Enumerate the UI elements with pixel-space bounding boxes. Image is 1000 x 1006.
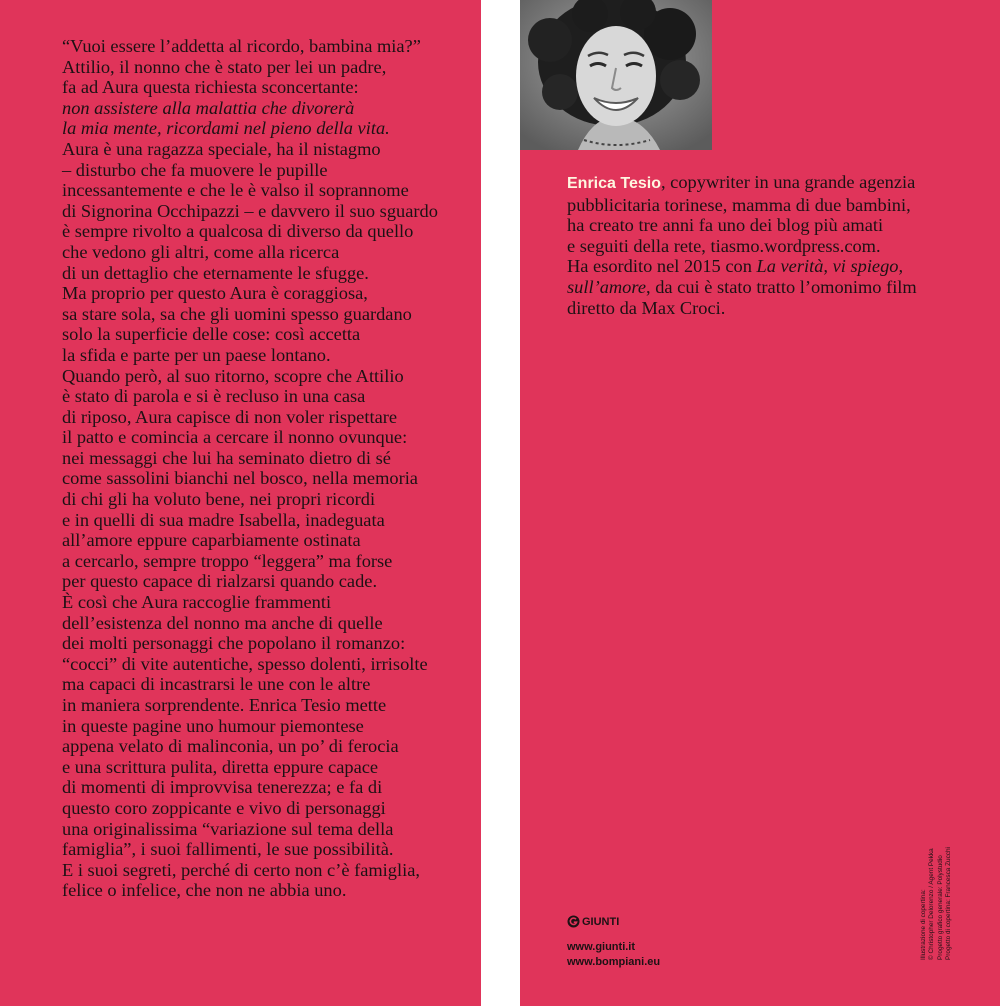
synopsis-line: – disturbo che fa muovere le pupille bbox=[62, 159, 328, 180]
synopsis-line: non assistere alla malattia che divorerà bbox=[62, 97, 355, 118]
synopsis-line: è stato di parola e si è recluso in una casa bbox=[62, 386, 366, 407]
synopsis-line: e una scrittura pulita, diretta eppure capace bbox=[62, 756, 379, 777]
synopsis-line: Aura è una ragazza speciale, ha il nistagmo bbox=[62, 138, 381, 159]
synopsis-line: “Vuoi essere l’addetta al ricordo, bambina mia?” bbox=[62, 36, 421, 56]
synopsis-line: di chi gli ha voluto bene, nei propri ricordi bbox=[62, 489, 376, 510]
synopsis-line: di momenti di improvvisa tenerezza; e fa di bbox=[62, 777, 383, 798]
synopsis-line: Ma proprio per questo Aura è coraggiosa, bbox=[62, 283, 368, 304]
synopsis-line: incessantemente e che le è valso il soprannome bbox=[62, 180, 409, 201]
synopsis-line: questo coro zoppicante e vivo di personaggi bbox=[62, 797, 386, 818]
author-portrait-image bbox=[520, 0, 712, 150]
synopsis-line: “cocci” di vite autentiche, spesso dolenti, irrisolte bbox=[62, 653, 428, 674]
synopsis-line: come sassolini bianchi nel bosco, nella memoria bbox=[62, 468, 418, 489]
synopsis-line: è sempre rivolto a qualcosa di diverso da quello bbox=[62, 221, 414, 242]
synopsis-line: all’amore eppure caparbiamente ostinata bbox=[62, 530, 361, 551]
synopsis-line: fa ad Aura questa richiesta sconcertante: bbox=[62, 77, 359, 98]
giunti-logo-icon bbox=[567, 915, 580, 928]
credit-line: Illustrazione di copertina: bbox=[920, 889, 927, 960]
synopsis-line: appena velato di malinconia, un po’ di ferocia bbox=[62, 736, 399, 757]
author-name: Enrica Tesio bbox=[567, 175, 661, 192]
synopsis-line: famiglia”, i suoi fallimenti, le sue possibilità. bbox=[62, 839, 394, 860]
author-photo bbox=[520, 0, 712, 150]
synopsis-line: per questo capace di rialzarsi quando cade. bbox=[62, 571, 378, 592]
bio-line: pubblicitaria torinese, mamma di due bambini, bbox=[567, 194, 911, 215]
cover-credits bbox=[920, 832, 1000, 960]
back-flap-left bbox=[0, 0, 481, 1006]
bio-line: Ha esordito nel 2015 con La verità, vi spiego, bbox=[567, 256, 904, 277]
synopsis-line: una originalissima “variazione sul tema della bbox=[62, 818, 394, 839]
credit-line: Progetto grafico generale: Polystudio bbox=[936, 855, 944, 960]
bio-line: sull’amore, da cui è stato tratto l’omonimo film bbox=[567, 276, 917, 297]
synopsis-line: dei molti personaggi che popolano il romanzo: bbox=[62, 633, 406, 654]
synopsis-line: Attilio, il nonno che è stato per lei un padre, bbox=[62, 56, 387, 77]
synopsis-line: che vedono gli altri, come alla ricerca bbox=[62, 241, 340, 262]
bio-line: e seguiti della rete, tiasmo.wordpress.com. bbox=[567, 235, 881, 256]
synopsis-line: solo la superficie delle cose: così accetta bbox=[62, 324, 361, 345]
synopsis-line: il patto e comincia a cercare il nonno ovunque: bbox=[62, 427, 408, 448]
url-bompiani[interactable]: www.bompiani.eu bbox=[567, 956, 661, 968]
bio-line: Enrica Tesio, copywriter in una grande agenzia bbox=[567, 172, 916, 192]
synopsis-line: in maniera sorprendente. Enrica Tesio mette bbox=[62, 695, 387, 715]
synopsis-line: di Signorina Occhipazzi – e davvero il suo sguardo bbox=[62, 200, 438, 221]
synopsis-line: E i suoi segreti, perché di certo non c’è famiglia, bbox=[62, 859, 420, 880]
synopsis-line: a cercarlo, sempre troppo “leggera” ma forse bbox=[62, 550, 393, 571]
credit-line: Progetto di copertina: Francesca Zucchi bbox=[945, 847, 953, 960]
synopsis-line: sa stare sola, sa che gli uomini spesso guardano bbox=[62, 303, 412, 324]
synopsis-line: di riposo, Aura capisce di non voler rispettare bbox=[62, 406, 398, 427]
book-title: La verità, vi spiego, bbox=[756, 256, 904, 277]
synopsis-line: dell’esistenza del nonno ma anche di quelle bbox=[62, 612, 383, 633]
synopsis-line: È così che Aura raccoglie frammenti bbox=[62, 592, 332, 613]
synopsis-line: e in quelli di sua madre Isabella, inadeguata bbox=[62, 509, 385, 530]
back-flap-right bbox=[520, 0, 1000, 1006]
credit-line: © Christopher Delorenzo / Agent Pekka bbox=[928, 848, 936, 960]
bio-line: diretto da Max Croci. bbox=[567, 297, 726, 318]
synopsis-line: Quando però, al suo ritorno, scopre che Attilio bbox=[62, 365, 404, 386]
url-giunti[interactable]: www.giunti.it bbox=[567, 941, 636, 953]
synopsis-line: in queste pagine uno humour piemontese bbox=[62, 715, 364, 736]
publisher-logo bbox=[567, 915, 619, 928]
book-title: sull’amore bbox=[567, 276, 647, 297]
synopsis-line: di un dettaglio che eternamente le sfugge. bbox=[62, 262, 369, 283]
synopsis-line: ma capaci di incastrarsi le une con le altre bbox=[62, 674, 371, 695]
synopsis-text bbox=[62, 36, 462, 901]
synopsis-line: felice o infelice, che non ne abbia uno. bbox=[62, 880, 347, 901]
synopsis-line: la sfida e parte per un paese lontano. bbox=[62, 344, 331, 365]
publisher-name: GIUNTI bbox=[582, 915, 620, 928]
synopsis-line: nei messaggi che lui ha seminato dietro di sé bbox=[62, 447, 391, 468]
bio-line: ha creato tre anni fa uno dei blog più amati bbox=[567, 215, 884, 236]
synopsis-line: la mia mente, ricordami nel pieno della vita. bbox=[62, 118, 390, 139]
publisher-urls bbox=[567, 940, 660, 970]
author-bio bbox=[567, 172, 987, 318]
